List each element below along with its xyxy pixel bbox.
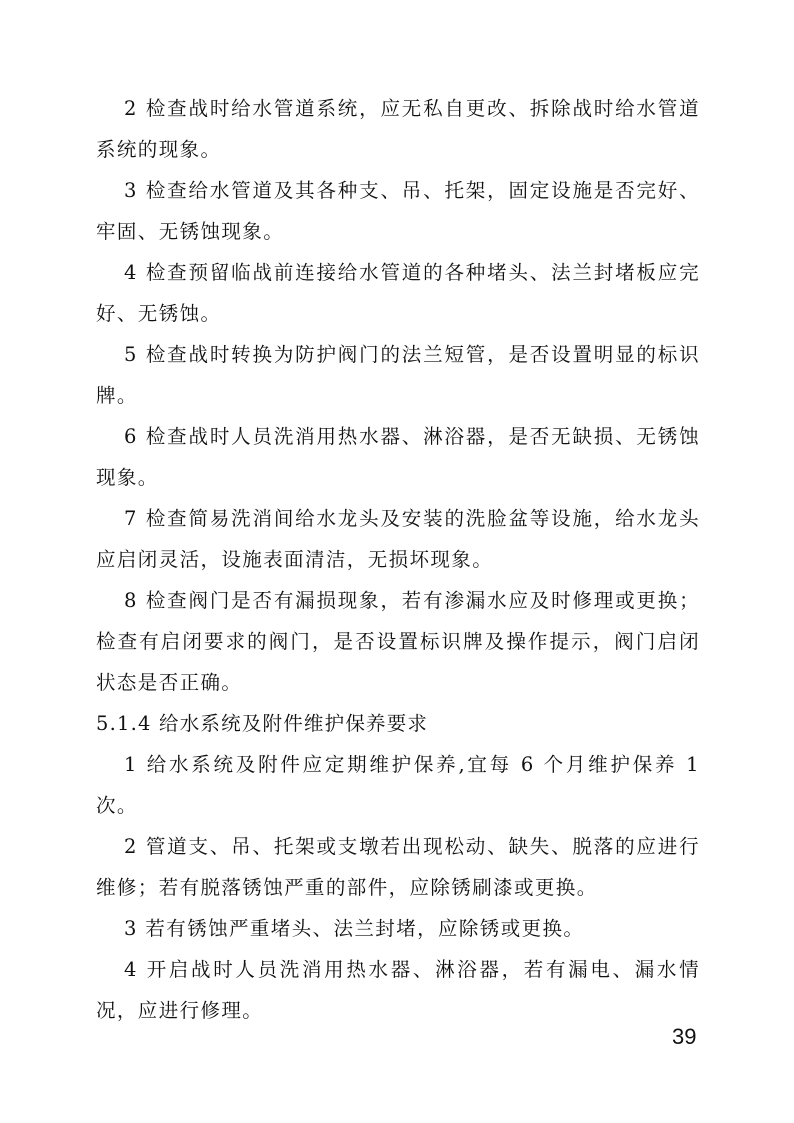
- paragraph-item-7: 7 检查简易洗消间给水龙头及安装的洗脸盆等设施，给水龙头应启闭灵活，设施表面清洁，无损坏现象。: [96, 507, 700, 571]
- maintenance-item-2: 2 管道支、吊、托架或支墩若出现松动、缺失、脱落的应进行维修；若有脱落锈蚀严重的部件，应除锈刷漆或更换。: [96, 835, 700, 899]
- paragraph-item-5: 5 检查战时转换为防护阀门的法兰短管，是否设置明显的标识牌。: [96, 343, 700, 407]
- paragraph-item-4: 4 检查预留临战前连接给水管道的各种堵头、法兰封堵板应完好、无锈蚀。: [96, 261, 700, 325]
- paragraph-item-2: 2 检查战时给水管道系统，应无私自更改、拆除战时给水管道系统的现象。: [96, 97, 700, 161]
- paragraph-item-8: 8 检查阀门是否有漏损现象，若有渗漏水应及时修理或更换；检查有启闭要求的阀门，是否设置标识牌及操作提示，阀门启闭状态是否正确。: [96, 589, 700, 694]
- page-number: 39: [672, 1024, 697, 1049]
- maintenance-item-4: 4 开启战时人员洗消用热水器、淋浴器，若有漏电、漏水情况，应进行修理。: [96, 958, 700, 1022]
- paragraph-item-3: 3 检查给水管道及其各种支、吊、托架，固定设施是否完好、牢固、无锈蚀现象。: [96, 179, 700, 243]
- section-heading: 5.1.4 给水系统及附件维护保养要求: [96, 712, 429, 735]
- paragraph-item-6: 6 检查战时人员洗消用热水器、淋浴器，是否无缺损、无锈蚀现象。: [96, 425, 700, 489]
- maintenance-item-1: 1 给水系统及附件应定期维护保养,宜每 6 个月维护保养 1 次。: [96, 753, 700, 817]
- maintenance-item-3: 3 若有锈蚀严重堵头、法兰封堵，应除锈或更换。: [124, 917, 585, 940]
- document-body: [96, 88, 700, 1031]
